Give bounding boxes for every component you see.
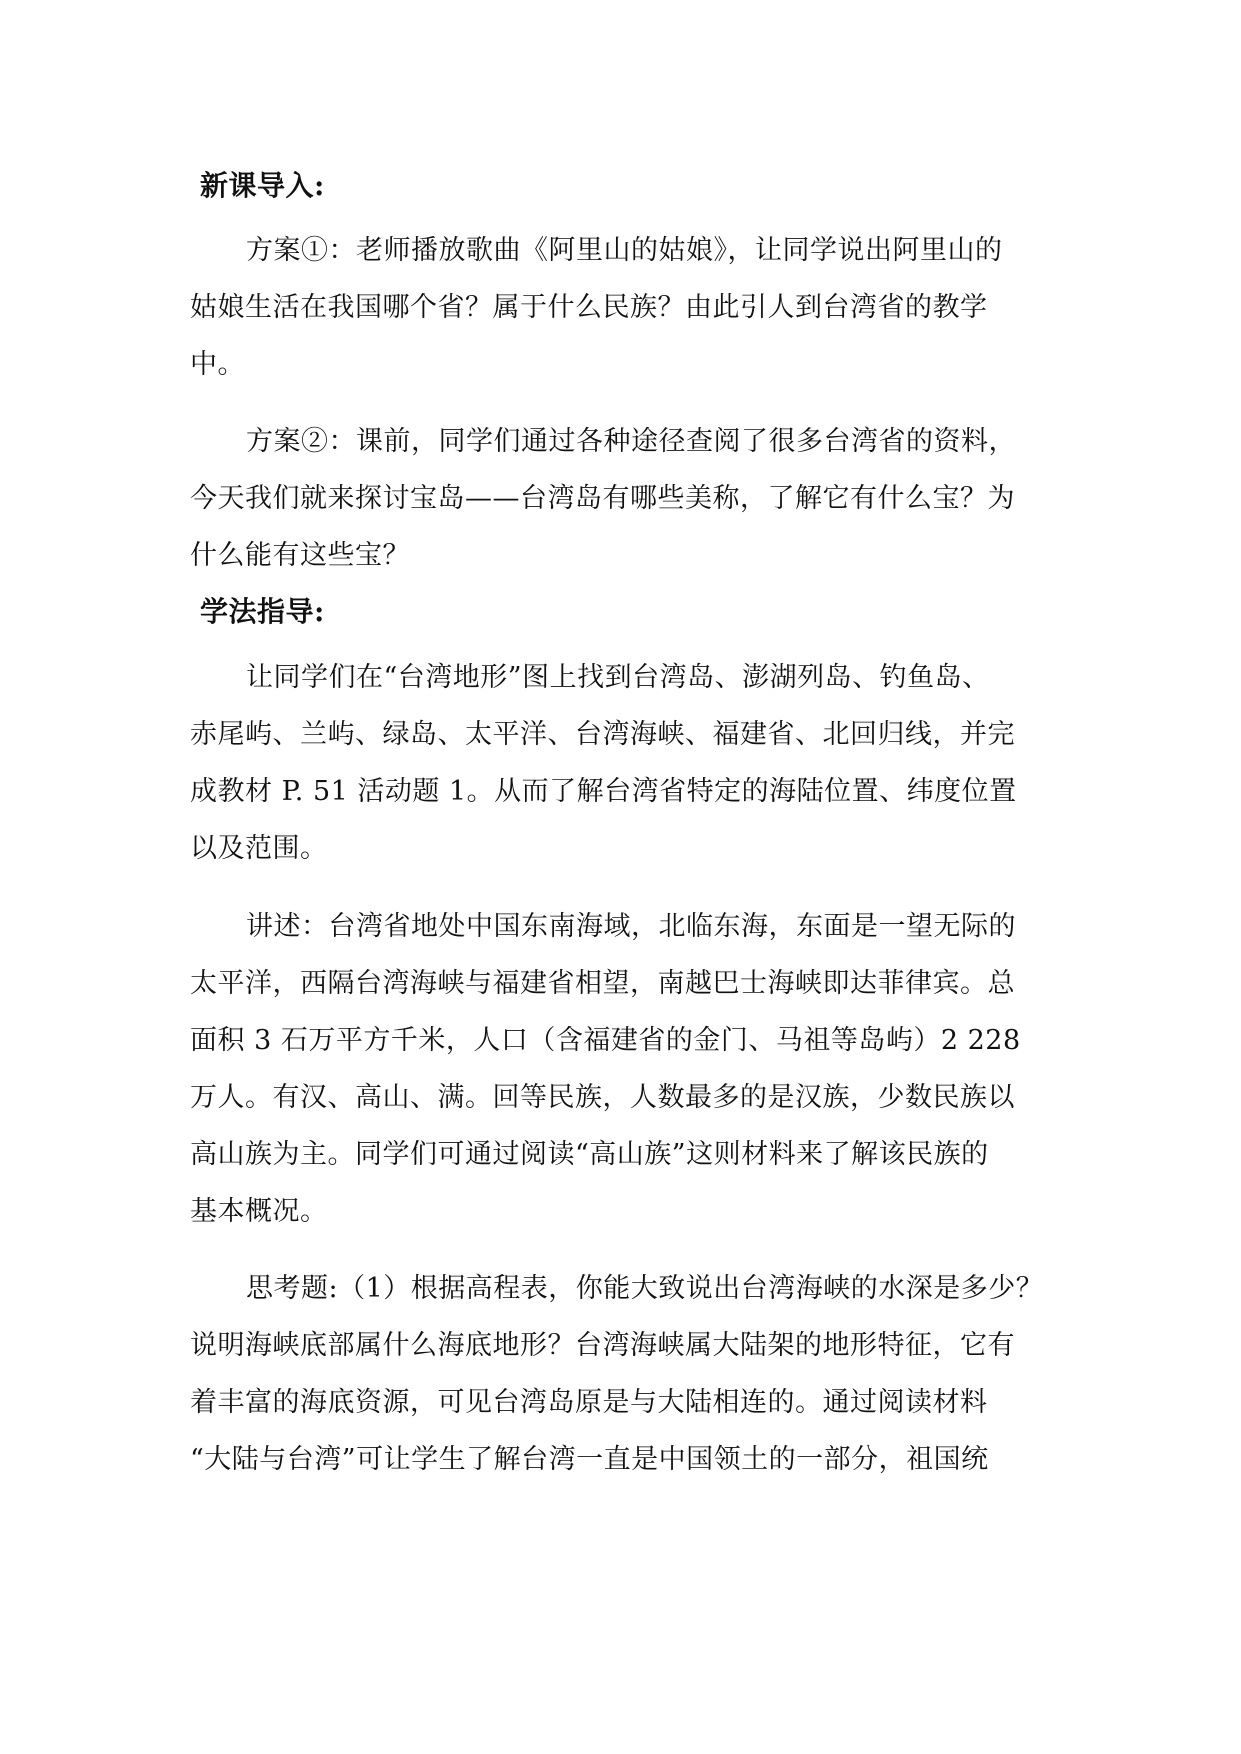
plan2-line-3: 什么能有这些宝？ [190, 540, 410, 571]
guidance-line-4: 以及范围。 [190, 833, 328, 864]
guidance-line-1: 让同学们在“台湾地形”图上找到台湾岛、澎湖列岛、钓鱼岛、 [246, 662, 990, 693]
question-line-4: “大陆与台湾”可让学生了解台湾一直是中国领土的一部分，祖国统 [190, 1444, 989, 1475]
narration-line-6: 基本概况。 [190, 1196, 328, 1227]
plan2-line-1: 方案②：课前，同学们通过各种途径查阅了很多台湾省的资料， [246, 426, 1016, 457]
guidance-line-2: 赤尾屿、兰屿、绿岛、太平洋、台湾海峡、福建省、北回归线，并完 [190, 719, 1015, 750]
heading-study-guidance: 学法指导: [200, 595, 325, 628]
narration-line-1: 讲述：台湾省地处中国东南海域，北临东海，东面是一望无际的 [246, 911, 1016, 942]
plan1-line-2: 姑娘生活在我国哪个省？属于什么民族？由此引人到台湾省的教学 [190, 292, 988, 323]
guidance-line-3: 成教材 P. 51 活动题 1。从而了解台湾省特定的海陆位置、纬度位置 [190, 776, 1017, 807]
plan2-line-2: 今天我们就来探讨宝岛——台湾岛有哪些美称，了解它有什么宝？为 [190, 483, 1015, 514]
narration-line-2: 太平洋，西隔台湾海峡与福建省相望，南越巴士海峡即达菲律宾。总 [190, 968, 1015, 999]
question-line-1: 思考题:（1）根据高程表，你能大致说出台湾海峡的水深是多少？ [246, 1273, 1044, 1304]
plan1-line-1: 方案①：老师播放歌曲《阿里山的姑娘》，让同学说出阿里山的 [246, 235, 1003, 266]
narration-line-5: 高山族为主。同学们可通过阅读“高山族”这则材料来了解该民族的 [190, 1139, 989, 1170]
narration-line-3: 面积 3 石万平方千米，人口（含福建省的金门、马祖等岛屿）2 228 [190, 1025, 1021, 1056]
heading-new-lesson-intro: 新课导入: [200, 169, 325, 202]
plan1-line-3: 中。 [190, 349, 245, 380]
question-line-2: 说明海峡底部属什么海底地形？台湾海峡属大陆架的地形特征，它有 [190, 1330, 1015, 1361]
narration-line-4: 万人。有汉、高山、满。回等民族，人数最多的是汉族，少数民族以 [190, 1082, 1015, 1113]
question-line-3: 着丰富的海底资源，可见台湾岛原是与大陆相连的。通过阅读材料 [190, 1387, 988, 1418]
